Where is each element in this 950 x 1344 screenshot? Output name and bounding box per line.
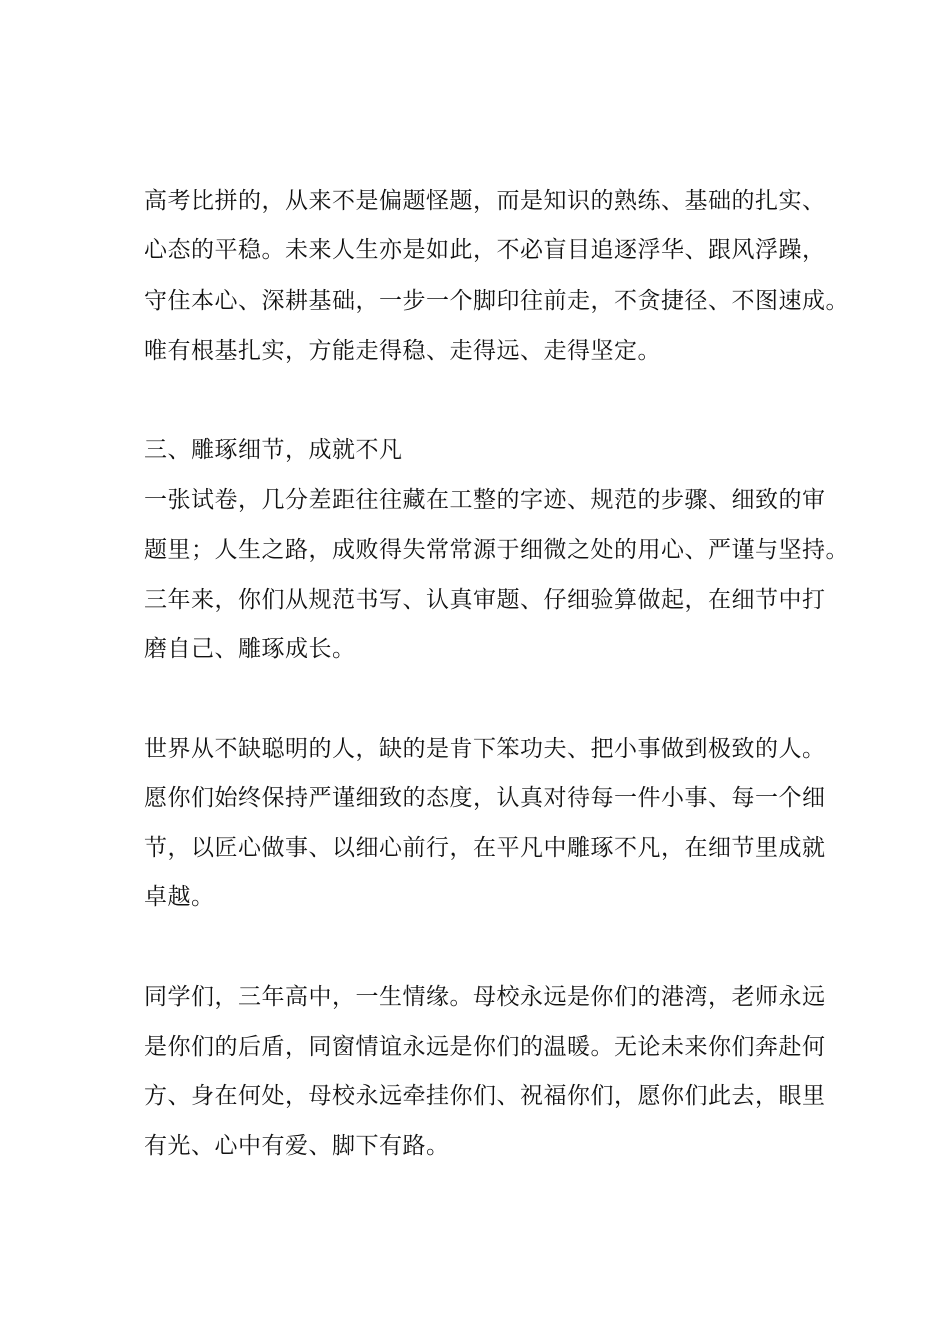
paragraph-2-line-3: 三年来，你们从规范书写、认真审题、仔细验算做起，在细节中打 [144, 587, 826, 613]
paragraph-2-line-1: 一张试卷，几分差距往往藏在工整的字迹、规范的步骤、细致的审 [144, 487, 826, 513]
paragraph-1-line-3: 守住本心、深耕基础，一步一个脚印往前走，不贪捷径、不图速成。 [144, 288, 849, 314]
paragraph-1-line-2: 心态的平稳。未来人生亦是如此，不必盲目追逐浮华、跟风浮躁， [144, 237, 826, 263]
paragraph-4-line-1: 同学们，三年高中，一生情缘。母校永远是你们的港湾，老师永远 [144, 984, 826, 1010]
paragraph-1-line-1: 高考比拼的，从来不是偏题怪题，而是知识的熟练、基础的扎实、 [144, 188, 826, 214]
paragraph-3-line-1: 世界从不缺聪明的人，缺的是肯下笨功夫、把小事做到极致的人。 [144, 736, 826, 762]
paragraph-4-line-3: 方、身在何处，母校永远牵挂你们、祝福你们，愿你们此去，眼里 [144, 1083, 826, 1109]
paragraph-1-line-4: 唯有根基扎实，方能走得稳、走得远、走得坚定。 [144, 338, 661, 364]
paragraph-3-line-3: 节，以匠心做事、以细心前行，在平凡中雕琢不凡，在细节里成就 [144, 835, 826, 861]
paragraph-3-line-2: 愿你们始终保持严谨细致的态度，认真对待每一件小事、每一个细 [144, 785, 826, 811]
paragraph-4-line-2: 是你们的后盾，同窗情谊永远是你们的温暖。无论未来你们奔赴何 [144, 1034, 826, 1060]
paragraph-2-line-2: 题里；人生之路，成败得失常常源于细微之处的用心、严谨与坚持。 [144, 537, 849, 563]
section-heading: 三、雕琢细节，成就不凡 [144, 437, 403, 463]
paragraph-2-line-4: 磨自己、雕琢成长。 [144, 636, 356, 662]
paragraph-3-line-4: 卓越。 [144, 884, 215, 910]
paragraph-4-line-4: 有光、心中有爱、脚下有路。 [144, 1133, 450, 1159]
